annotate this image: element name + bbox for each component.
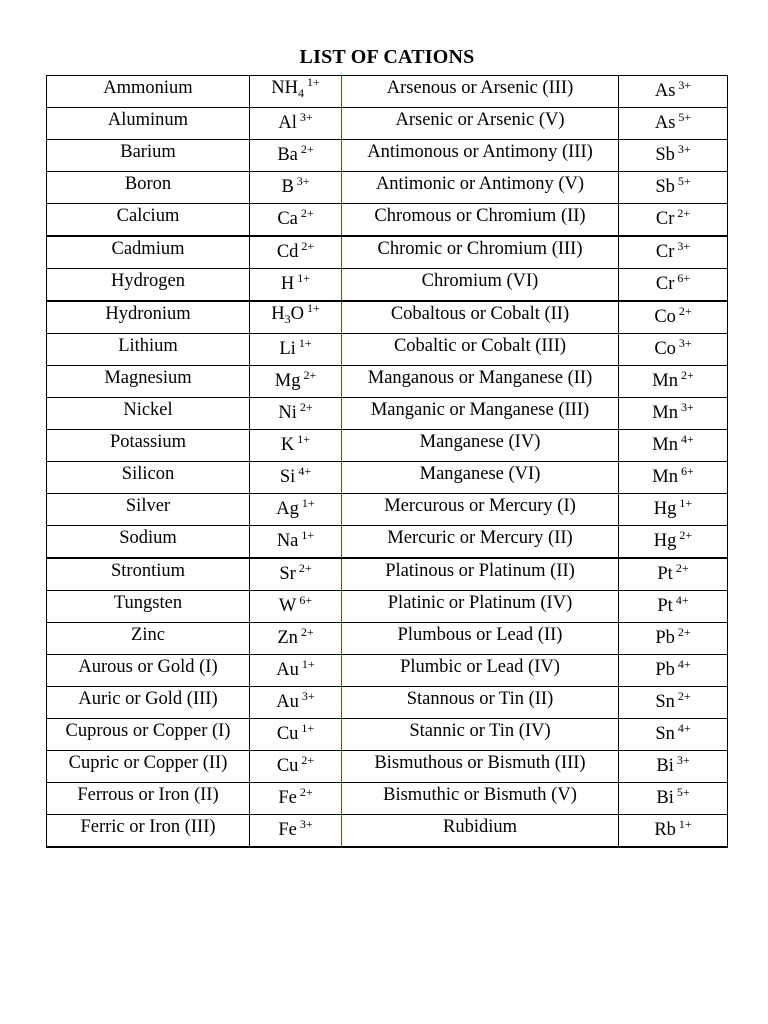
right-cation-name: Antimonic or Antimony (V) [342, 172, 619, 204]
left-cation-name: Cadmium [47, 236, 250, 269]
left-cation-name: Boron [47, 172, 250, 204]
table-row [47, 591, 728, 623]
element-symbol: Pt [657, 596, 673, 616]
ion-charge: 5+ [678, 110, 692, 124]
left-cation-symbol [250, 269, 342, 302]
right-cation-name: Stannic or Tin (IV) [342, 719, 619, 751]
right-cation-name: Platinous or Platinum (II) [342, 558, 619, 591]
element-symbol: Li [279, 339, 296, 359]
left-cation-symbol [250, 172, 342, 204]
ion-charge: 2+ [300, 142, 314, 156]
right-cation-name: Mercuric or Mercury (II) [342, 526, 619, 559]
left-cation-name: Aluminum [47, 108, 250, 140]
ion-charge: 3+ [677, 142, 691, 156]
ion-charge: 3+ [296, 174, 310, 188]
element-symbol: Sr [279, 564, 296, 584]
element-symbol: Cd [276, 242, 299, 262]
element-symbol: Fe [278, 820, 297, 840]
right-cation-symbol [619, 76, 728, 108]
right-cation-symbol [619, 462, 728, 494]
right-cation-name: Bismuthous or Bismuth (III) [342, 751, 619, 783]
table-row [47, 655, 728, 687]
ion-charge: 6+ [680, 464, 694, 478]
left-cation-name: Cuprous or Copper (I) [47, 719, 250, 751]
table-row [47, 751, 728, 783]
table-row [47, 269, 728, 302]
ion-charge: 3+ [676, 753, 690, 767]
ion-charge: 4+ [677, 721, 691, 735]
left-cation-symbol [250, 140, 342, 172]
element-symbol: Sb [655, 145, 675, 165]
left-cation-symbol [250, 366, 342, 398]
element-symbol: Ba [277, 145, 298, 165]
ion-charge: 1+ [301, 496, 315, 510]
right-cation-symbol [619, 236, 728, 269]
right-cation-symbol [619, 751, 728, 783]
table-row [47, 366, 728, 398]
table-row [47, 398, 728, 430]
ion-charge: 2+ [299, 400, 313, 414]
left-cation-name: Sodium [47, 526, 250, 559]
ion-charge: 4+ [298, 464, 312, 478]
left-cation-symbol [250, 108, 342, 140]
ion-charge: 2+ [301, 239, 315, 253]
element-symbol: Sn [655, 692, 675, 712]
left-cation-symbol [250, 236, 342, 269]
formula-subscript: 4 [297, 86, 304, 100]
ion-charge: 2+ [680, 368, 694, 382]
table-row [47, 687, 728, 719]
right-cation-name: Chromium (VI) [342, 269, 619, 302]
ion-charge: 2+ [300, 206, 314, 220]
element-symbol: Pb [655, 628, 675, 648]
cation-table [46, 75, 728, 848]
ion-charge: 1+ [301, 657, 315, 671]
ion-charge: 5+ [677, 174, 691, 188]
right-cation-symbol [619, 623, 728, 655]
left-cation-symbol [250, 591, 342, 623]
left-cation-symbol [250, 558, 342, 591]
table-row [47, 301, 728, 334]
ion-charge: 4+ [675, 593, 689, 607]
element-symbol: Cu [276, 724, 299, 744]
left-cation-name: Hydrogen [47, 269, 250, 302]
element-symbol: Au [276, 692, 299, 712]
right-cation-symbol [619, 655, 728, 687]
right-cation-symbol [619, 558, 728, 591]
element-symbol: Bi [656, 788, 674, 808]
ion-charge: 3+ [299, 817, 313, 831]
left-cation-symbol [250, 815, 342, 848]
right-cation-symbol [619, 301, 728, 334]
right-cation-name: Cobaltic or Cobalt (III) [342, 334, 619, 366]
ion-charge: 5+ [676, 785, 690, 799]
left-cation-name: Silicon [47, 462, 250, 494]
table-row [47, 236, 728, 269]
left-cation-name: Lithium [47, 334, 250, 366]
left-cation-symbol [250, 462, 342, 494]
right-cation-symbol [619, 430, 728, 462]
ion-charge: 3+ [678, 336, 692, 350]
ion-charge: 2+ [675, 561, 689, 575]
ion-charge: 6+ [299, 593, 313, 607]
table-row [47, 719, 728, 751]
element-symbol: Ag [276, 499, 299, 519]
element-symbol: Mn [652, 403, 678, 423]
left-cation-name: Barium [47, 140, 250, 172]
ion-charge: 3+ [680, 400, 694, 414]
ion-charge: 3+ [678, 78, 692, 92]
element-symbol: Cr [655, 274, 675, 294]
ion-charge: 2+ [679, 528, 693, 542]
left-cation-name: Calcium [47, 204, 250, 237]
table-row [47, 815, 728, 848]
right-cation-name: Cobaltous or Cobalt (II) [342, 301, 619, 334]
left-cation-name: Tungsten [47, 591, 250, 623]
left-cation-symbol [250, 526, 342, 559]
element-symbol: Co [654, 339, 676, 359]
table-row [47, 108, 728, 140]
right-cation-name: Arsenous or Arsenic (III) [342, 76, 619, 108]
right-cation-symbol [619, 140, 728, 172]
table-row [47, 204, 728, 237]
element-symbol: Cr [655, 242, 675, 262]
right-cation-symbol [619, 366, 728, 398]
ion-charge: 1+ [678, 817, 692, 831]
right-cation-name: Chromic or Chromium (III) [342, 236, 619, 269]
ion-charge: 2+ [301, 753, 315, 767]
element-symbol: Cu [276, 756, 299, 776]
table-row [47, 76, 728, 108]
left-cation-name: Nickel [47, 398, 250, 430]
right-cation-name: Bismuthic or Bismuth (V) [342, 783, 619, 815]
ion-charge: 6+ [677, 271, 691, 285]
left-cation-name: Silver [47, 494, 250, 526]
element-symbol: Ca [277, 209, 298, 229]
table-row [47, 494, 728, 526]
left-cation-symbol [250, 623, 342, 655]
right-cation-name: Antimonous or Antimony (III) [342, 140, 619, 172]
element-symbol: As [654, 113, 676, 133]
element-symbol: H [280, 274, 295, 294]
ion-charge: 1+ [679, 496, 693, 510]
left-cation-name: Ferrous or Iron (II) [47, 783, 250, 815]
element-symbol: Co [654, 307, 676, 327]
right-cation-name: Rubidium [342, 815, 619, 848]
table-row [47, 172, 728, 204]
element-symbol: Hg [653, 499, 677, 519]
element-symbol: Na [276, 531, 299, 551]
left-cation-name: Magnesium [47, 366, 250, 398]
table-row [47, 334, 728, 366]
element-symbol: Bi [656, 756, 674, 776]
right-cation-symbol [619, 334, 728, 366]
element-symbol: Mg [274, 371, 301, 391]
left-cation-symbol [250, 494, 342, 526]
element-symbol: Ni [278, 403, 297, 423]
element-symbol: Si [279, 467, 296, 487]
left-cation-symbol [250, 334, 342, 366]
right-cation-name: Arsenic or Arsenic (V) [342, 108, 619, 140]
right-cation-name: Stannous or Tin (II) [342, 687, 619, 719]
ion-charge: 2+ [677, 625, 691, 639]
left-cation-symbol [250, 687, 342, 719]
right-cation-symbol [619, 783, 728, 815]
right-cation-name: Chromous or Chromium (II) [342, 204, 619, 237]
left-cation-name: Ammonium [47, 76, 250, 108]
element-symbol: H [271, 304, 285, 324]
right-cation-name: Manganic or Manganese (III) [342, 398, 619, 430]
ion-charge: 3+ [677, 239, 691, 253]
element-symbol: Pb [655, 660, 675, 680]
ion-charge: 1+ [306, 75, 320, 89]
left-cation-name: Ferric or Iron (III) [47, 815, 250, 848]
right-cation-symbol [619, 815, 728, 848]
table-row [47, 462, 728, 494]
left-cation-symbol [250, 430, 342, 462]
element-symbol: Mn [652, 435, 678, 455]
element-symbol: Hg [653, 531, 677, 551]
element-symbol: B [281, 177, 294, 197]
left-cation-symbol [250, 655, 342, 687]
left-cation-symbol [250, 204, 342, 237]
left-cation-name: Auric or Gold (III) [47, 687, 250, 719]
element-symbol: W [278, 596, 297, 616]
element-symbol: As [654, 81, 676, 101]
element-symbol: Al [278, 113, 297, 133]
ion-charge: 2+ [300, 625, 314, 639]
right-cation-name: Manganous or Manganese (II) [342, 366, 619, 398]
table-row [47, 623, 728, 655]
ion-charge: 3+ [299, 110, 313, 124]
element-symbol: Sb [655, 177, 675, 197]
ion-charge: 3+ [301, 689, 315, 703]
element-symbol: Fe [278, 788, 297, 808]
right-cation-name: Plumbic or Lead (IV) [342, 655, 619, 687]
element-symbol: NH [271, 78, 298, 98]
table-row [47, 558, 728, 591]
formula-subscript: 3 [284, 312, 291, 326]
left-cation-name: Zinc [47, 623, 250, 655]
element-symbol: Rb [654, 820, 676, 840]
ion-charge: 1+ [301, 721, 315, 735]
left-cation-symbol [250, 719, 342, 751]
right-cation-symbol [619, 719, 728, 751]
left-cation-name: Aurous or Gold (I) [47, 655, 250, 687]
ion-charge: 2+ [303, 368, 317, 382]
table-row [47, 526, 728, 559]
element-symbol: Cr [655, 209, 675, 229]
right-cation-name: Mercurous or Mercury (I) [342, 494, 619, 526]
right-cation-symbol [619, 526, 728, 559]
left-cation-name: Potassium [47, 430, 250, 462]
ion-charge: 1+ [298, 336, 312, 350]
page-title: LIST OF CATIONS [299, 46, 475, 68]
left-cation-symbol [250, 783, 342, 815]
ion-charge: 1+ [301, 528, 315, 542]
ion-charge: 2+ [677, 206, 691, 220]
right-cation-name: Manganese (VI) [342, 462, 619, 494]
left-cation-name: Strontium [47, 558, 250, 591]
ion-charge: 4+ [680, 432, 694, 446]
ion-charge: 1+ [306, 301, 320, 315]
right-cation-symbol [619, 398, 728, 430]
table-row [47, 140, 728, 172]
ion-charge: 2+ [678, 304, 692, 318]
ion-charge: 1+ [297, 432, 311, 446]
ion-charge: 4+ [677, 657, 691, 671]
left-cation-symbol [250, 751, 342, 783]
element-symbol: Sn [655, 724, 675, 744]
left-cation-name: Hydronium [47, 301, 250, 334]
left-cation-symbol [250, 301, 342, 334]
element-symbol-tail: O [290, 304, 304, 324]
element-symbol: Au [276, 660, 299, 680]
right-cation-symbol [619, 269, 728, 302]
right-cation-symbol [619, 591, 728, 623]
right-cation-name: Plumbous or Lead (II) [342, 623, 619, 655]
ion-charge: 2+ [677, 689, 691, 703]
element-symbol: Mn [652, 467, 678, 487]
right-cation-symbol [619, 687, 728, 719]
right-cation-symbol [619, 172, 728, 204]
table-row [47, 430, 728, 462]
element-symbol: Zn [277, 628, 298, 648]
ion-charge: 2+ [299, 785, 313, 799]
table-row [47, 783, 728, 815]
right-cation-symbol [619, 204, 728, 237]
left-cation-name: Cupric or Copper (II) [47, 751, 250, 783]
right-cation-symbol [619, 108, 728, 140]
ion-charge: 1+ [297, 271, 311, 285]
left-cation-symbol [250, 76, 342, 108]
right-cation-symbol [619, 494, 728, 526]
element-symbol: K [280, 435, 295, 455]
left-cation-symbol [250, 398, 342, 430]
right-cation-name: Platinic or Platinum (IV) [342, 591, 619, 623]
right-cation-name: Manganese (IV) [342, 430, 619, 462]
element-symbol: Mn [652, 371, 678, 391]
element-symbol: Pt [657, 564, 673, 584]
cation-table-body [47, 76, 728, 848]
ion-charge: 2+ [298, 561, 312, 575]
